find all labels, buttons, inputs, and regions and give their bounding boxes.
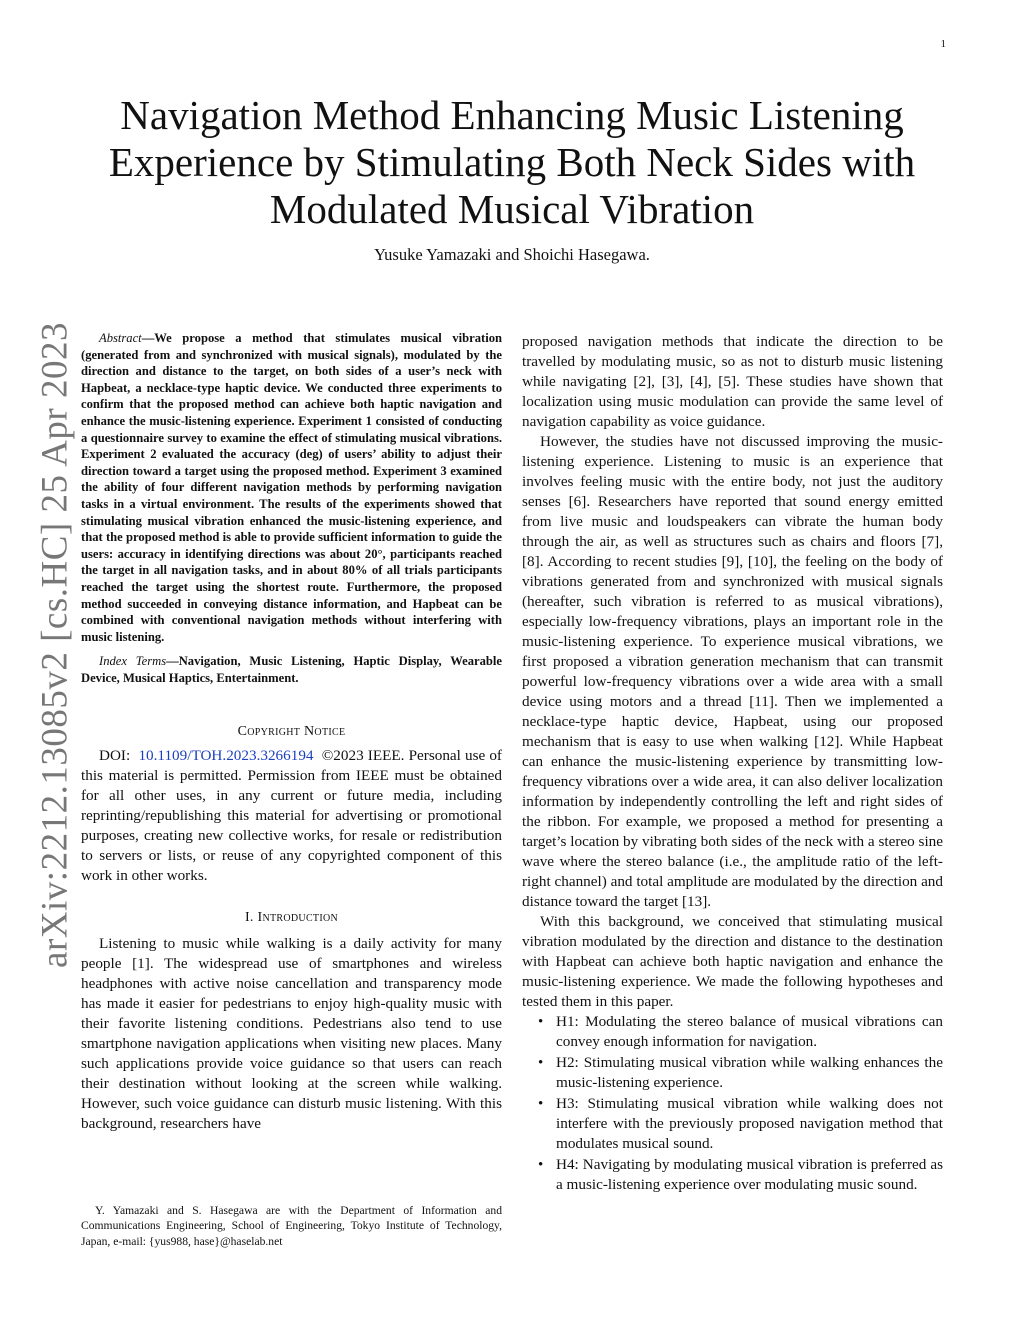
hypothesis-item: • H3: Stimulating musical vibration while walking does not interfere with the previously proposed navigation method that modulates musical sound. [538,1095,943,1152]
right-paragraph-2: However, the studies have not discussed improving the music-listening experience. Listening to music is an experience that involves feeling music with the entire body, not just the auditory senses [6]. Researchers have reported that sound energy emitted from live music and loudspeakers can vibrate the human body through the air, as well as structures such as chairs and floors [7], [8]. According to recent studies [9], [10], the feeling on the body of vibrations generated from and synchronized with musical signals (hereafter, such vibration is referred to as musical vibrations), especially low-frequency vibrations, plays an important role in the music-listening experience. To experience musical vibrations, we first proposed a vibration generation mechanism that can transmit powerful low-frequency vibrations over a wide area with a small device using motors and a thread [11]. Then we implemented a necklace-type haptic device, Hapbeat, using our proposed mechanism that is easy to use when walking [12]. While Hapbeat can enhance the music-listening experience by transmitting low-frequency vibrations over a wide area, it can also deliver localization information by independently controlling the left and right sides of the ribbon. For example, we proposed a method for presenting a target’s location by vibrating both sides of the neck with a stereo sine wave where the stereo balance (i.e., the amplitude ratio of the left-right channel) and total amplitude are modulated by the direction and distance toward the target [13]. [522,433,943,910]
copyright-body: ©2023 IEEE. Personal use of this material is permitted. Permission from IEEE must be obtained for all other uses, in any current or future media, including reprinting/republishing this material for advertising or promotional purposes, creating new collective works, for resale or redistribution to servers or lists, or reuse of any copyrighted component of this work in other works. [81,747,502,885]
authors: Yusuke Yamazaki and Shoichi Hasegawa. [374,245,650,264]
left-column [81,330,502,1134]
bullet-icon: • [538,1157,544,1173]
footnote [81,1203,502,1249]
introduction-heading: I. Introduction [244,910,339,926]
hypothesis-item: • H1: Modulating the stereo balance of musical vibrations can convey enough information for navigation. [538,1013,943,1050]
index-terms-text: —Navigation, Music Listening, Haptic Display, Wearable Device, Musical Haptics, Entertainment. [81,654,503,685]
hypothesis-item: • H2: Stimulating musical vibration while walking enhances the music-listening experience. [538,1054,943,1091]
abstract-text: —We propose a method that stimulates musical vibration (generated from and synchronized with musical signals), modulated by the direction and distance to the target, on both sides of a user’s neck with Hapbeat, a necklace-type haptic device. We conducted three experiments to confirm that the proposed method can achieve both haptic navigation and enhance the music-listening experience. Experiment 1 consisted of conducting a questionnaire survey to examine the effect of stimulating musical vibrations. Experiment 2 evaluated the accuracy (deg) of users’ ability to adjust their direction toward a target using the proposed method. Experiment 3 examined the ability of four different navigation methods by performing navigation tasks in a virtual environment. The results of the experiments showed that stimulating musical vibration enhanced the music-listening experience, and that the proposed method is able to provide sufficient information to guide the users: accuracy in identifying directions was about 20°, participants reached the target in all navigation tasks, and in about 80% of all trials participants reached the target using the shortest route. Furthermore, the proposed method succeeded in conveying distance information, and Hapbeat can be combined with conventional navigation methods without interfering with music listening. [81,331,502,644]
hypotheses-list [522,1012,943,1195]
index-terms [81,653,502,686]
right-paragraph-3: With this background, we conceived that stimulating musical vibration modulated by the direction and distance to the destination with Hapbeat can achieve both haptic navigation and enhance the music-listening experience. We made the following hypotheses and tested them in this paper. [522,913,943,1010]
copyright-heading: Copyright Notice [237,724,346,740]
doi-label: DOI: [99,747,131,765]
arxiv-identifier: arXiv:2212.13085v2 [cs.HC] 25 Apr 2023 [34,322,76,968]
abstract-lead: Abstract [99,331,142,345]
right-paragraph-1: proposed navigation methods that indicate the direction to be travelled by modulating music, so as not to disturb music listening while navigating [2], [3], [4], [5]. These studies have shown that localization using music modulation can provide the same level of navigation capability as voice guidance. [522,333,943,430]
right-column [522,332,943,1196]
bullet-icon: • [538,1096,544,1112]
author-affiliation: Y. Yamazaki and S. Hasegawa are with the Department of Information and Communications Engineering, School of Engineering, Tokyo Institute of Technology, Japan, e-mail: {yus988, hase}@haselab.net [81,1204,502,1248]
copyright-text [81,746,502,886]
abstract [81,330,502,645]
hypothesis-item: • H4: Navigating by modulating musical vibration is preferred as a music-listening experience over modulating music sound. [538,1156,943,1193]
page-number: 1 [940,38,946,50]
doi-link[interactable]: 10.1109/TOH.2023.3266194 [138,747,314,765]
bullet-icon: • [538,1014,544,1030]
introduction-paragraph: Listening to music while walking is a daily activity for many people [1]. The widespread use of smartphones and wireless headphones with active noise cancellation and transparency mode has made it easier for pedestrians to enjoy high-quality music with their favorite listening conditions. Pedestrians also tend to use smartphone navigation applications when visiting new places. Many such applications provide voice guidance so that users can reach their destination without looking at the screen while walking. However, such voice guidance can disturb music listening. With this background, researchers have [81,935,502,1133]
bullet-icon: • [538,1055,544,1071]
index-terms-lead: Index Terms [99,654,167,669]
paper-title: Navigation Method Enhancing Music Listening Experience by Stimulating Both Neck Sides with Modulated Musical Vibration [108,92,916,232]
